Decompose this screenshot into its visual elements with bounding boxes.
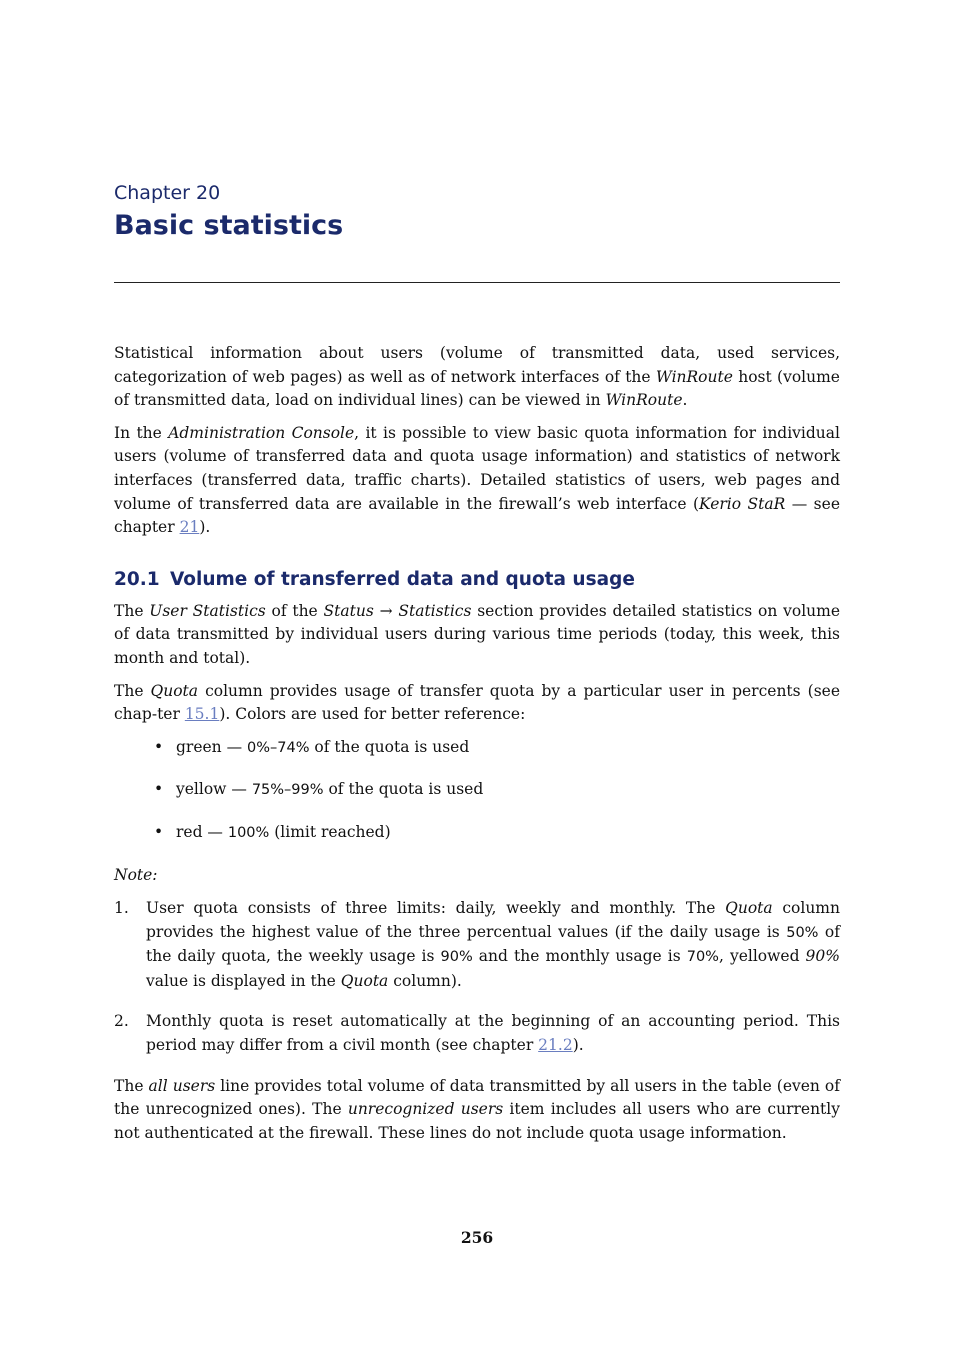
product-name: WinRoute xyxy=(605,391,683,410)
page-number: 256 xyxy=(460,1228,494,1247)
list-item: 2. Monthly quota is reset automatically at the beginning of an accounting period. This period may differ from a civil month (see chapter 21.2). xyxy=(114,1012,840,1055)
document-body xyxy=(114,342,840,1154)
section-paragraph-3: The all users line provides total volume of data transmitted by all users in the table (even of the unrecognized ones). The unrecognized users item includes all users who are currently not authenticated at the firewall. These lines do not include quota usage information. xyxy=(114,1076,841,1142)
quota-color-list xyxy=(114,736,840,846)
chapter-title: Basic statistics xyxy=(114,210,344,241)
chapter-label: Chapter 20 xyxy=(114,182,221,204)
chapter-link-21[interactable]: 21 xyxy=(179,518,200,537)
intro-paragraph-1: Statistical information about users (volume of transmitted data, used services, categorization of web pages) as well as of network interfaces of the WinRoute host (volume of transmitted data, load on individual lines) can be viewed in WinRoute. xyxy=(114,344,840,410)
note-label: Note: xyxy=(114,865,158,884)
section-heading xyxy=(114,568,840,592)
list-item: 1. User quota consists of three limits: daily, weekly and monthly. The Quota column provides the highest value of the three percentual values (if the daily usage is 50% of the daily quota, the weekly usage is 90% and the monthly usage is 70%, yellowed 90% value is displayed in the Quota column). xyxy=(114,899,841,990)
list-item: • yellow — 75%–99% of the quota is used xyxy=(114,778,840,803)
chapter-link-21-2[interactable]: 21.2 xyxy=(538,1036,573,1055)
section-number: 20.1 xyxy=(114,568,160,590)
notes-list xyxy=(114,897,840,1058)
chapter-link-15-1[interactable]: 15.1 xyxy=(184,705,220,724)
list-item: • green — 0%–74% of the quota is used xyxy=(114,736,840,761)
intro-paragraph-2: In the Administration Console, it is possible to view basic quota information for individual users (volume of transferred data and quota usage information) and statistics of network interfaces (transferred data, traffic charts). Detailed statistics of users, web pages and volume of transferred data are available in the firewall’s web interface (Kerio StaR — see chapter 21). xyxy=(114,423,840,537)
section-title: Volume of transferred data and quota usage xyxy=(170,568,635,590)
section-paragraph-1: The User Statistics of the Status → Statistics section provides detailed statistics on volume of data transmitted by individual users during various time periods (today, this week, this month and total). xyxy=(114,601,841,667)
product-name: WinRoute xyxy=(655,367,733,386)
section-paragraph-2: The Quota column provides usage of transfer quota by a particular user in percents (see chap-ter 15.1). Colors are used for better reference: xyxy=(114,681,840,724)
list-item: • red — 100% (limit reached) xyxy=(114,821,840,846)
title-divider xyxy=(114,282,840,283)
